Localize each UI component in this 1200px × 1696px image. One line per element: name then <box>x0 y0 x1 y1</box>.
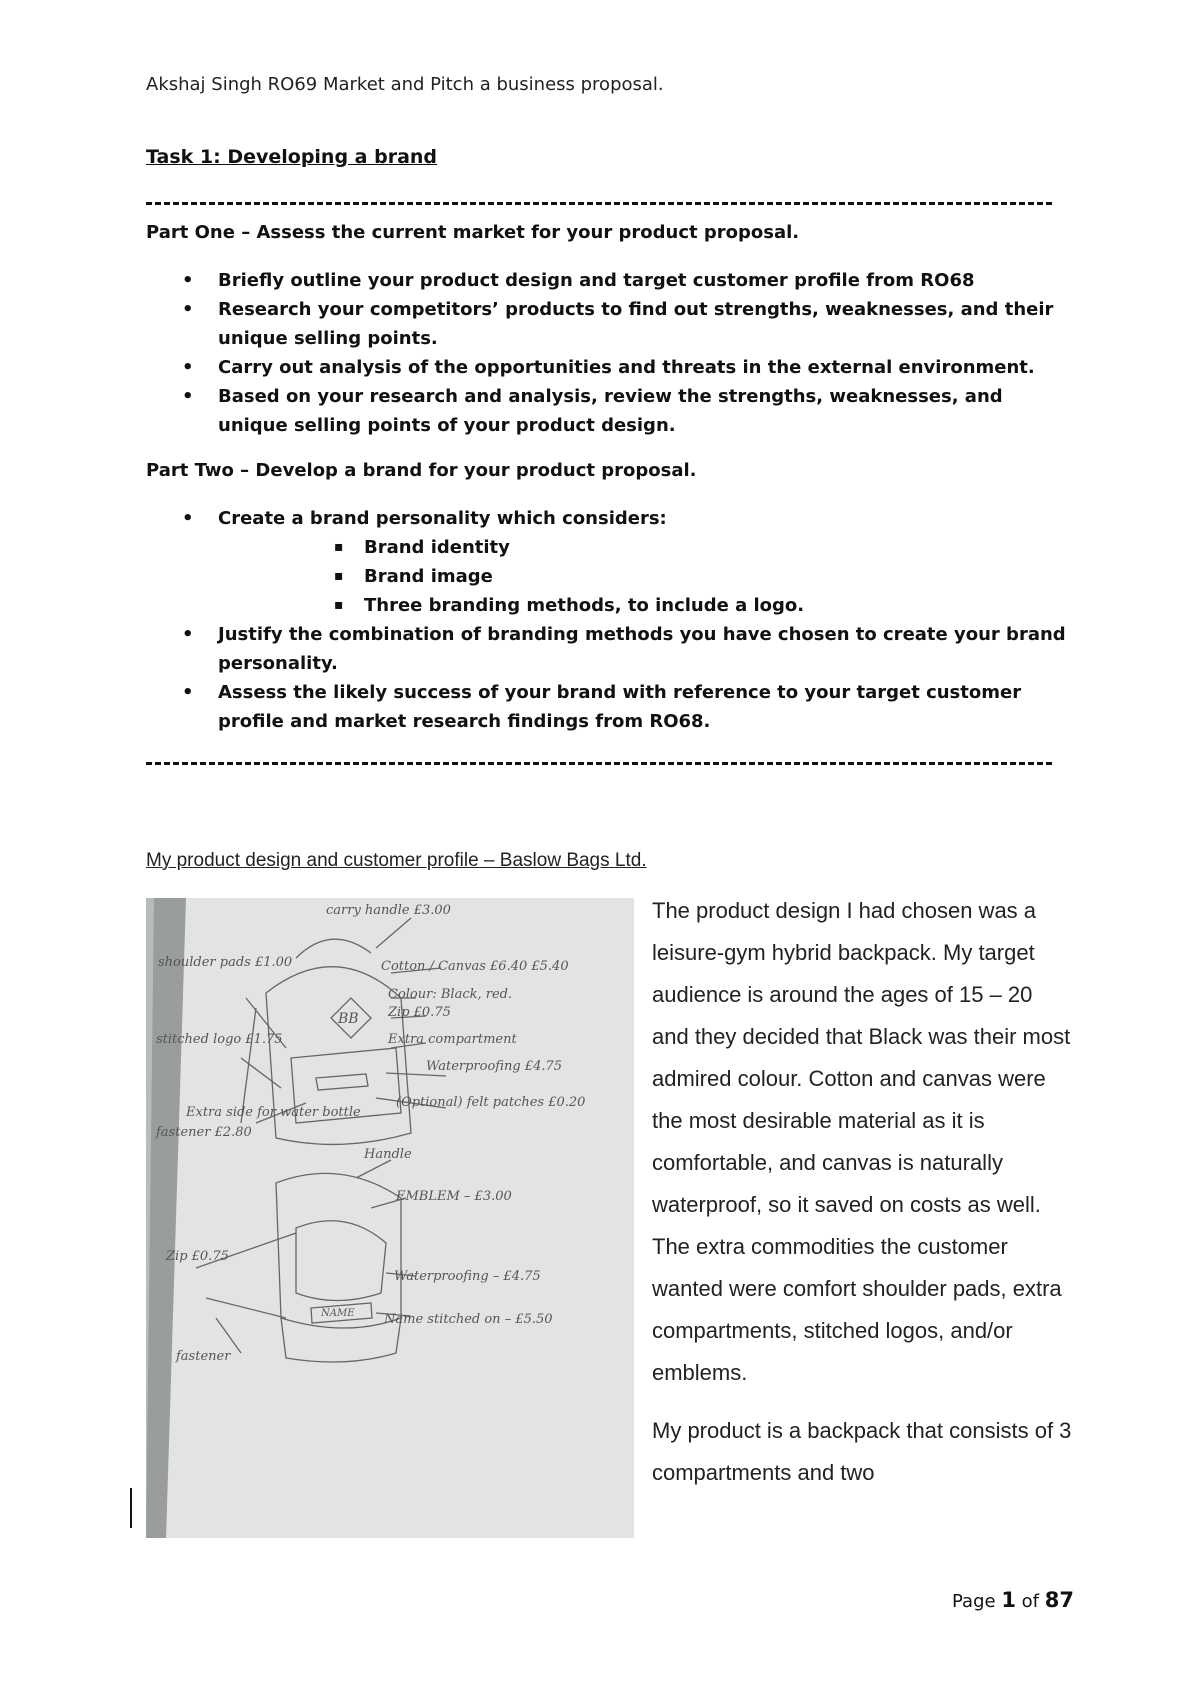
part-one-title: Part One – Assess the current market for your product proposal. <box>146 222 800 243</box>
sketch-note-cotton-canvas: Cotton / Canvas £6.40 £5.40 <box>381 959 569 974</box>
list-item: • Briefly outline your product design and target customer profile from RO68 <box>146 266 1068 295</box>
sketch-note-zip-2: Zip £0.75 <box>166 1249 229 1264</box>
sketch-note-stitched-logo: stitched logo £1.75 <box>156 1032 283 1047</box>
part-two-title: Part Two – Develop a brand for your product proposal. <box>146 460 697 481</box>
sketch-note-fastener: fastener £2.80 <box>156 1125 252 1140</box>
sketch-logo-bb: BB <box>338 1011 359 1027</box>
list-item: • Create a brand personality which considers: <box>146 504 1068 533</box>
of-label: of <box>1021 1591 1040 1612</box>
sketch-note-waterproofing-2: Waterproofing – £4.75 <box>394 1269 541 1284</box>
sketch-note-emblem: EMBLEM – £3.00 <box>396 1189 512 1204</box>
page-label: Page <box>952 1591 996 1612</box>
dashed-divider <box>146 762 1052 765</box>
backpack-sketch-photo <box>146 898 634 1538</box>
sketch-note-waterproofing: Waterproofing £4.75 <box>426 1059 563 1074</box>
sub-list-item: ▪ Brand identity <box>146 533 1068 562</box>
dashed-divider <box>146 202 1052 205</box>
sketch-note-name-patch: NAME <box>321 1308 355 1319</box>
list-item: • Based on your research and analysis, review the strengths, weaknesses, and unique selling points of your product design. <box>146 382 1068 440</box>
list-item: • Carry out analysis of the opportunities and threats in the external environment. <box>146 353 1068 382</box>
part-two-bullets <box>146 504 1068 736</box>
part-one-bullets <box>146 266 1068 440</box>
sketch-note-carry-handle: carry handle £3.00 <box>326 903 451 918</box>
sketch-note-extra-compartment: Extra compartment <box>388 1032 517 1047</box>
section-title: My product design and customer profile – Baslow Bags Ltd. <box>146 850 647 871</box>
product-description <box>652 890 1072 1510</box>
page-total: 87 <box>1044 1588 1074 1612</box>
sub-list-item: ▪ Three branding methods, to include a logo. <box>146 591 1068 620</box>
sketch-note-extra-side: Extra side for water bottle <box>186 1105 361 1120</box>
sketch-note-zip: Zip £0.75 <box>388 1005 451 1020</box>
paragraph: My product is a backpack that consists of 3 compartments and two <box>652 1418 1072 1485</box>
sketch-note-shoulder-pads: shoulder pads £1.00 <box>158 955 293 970</box>
list-item: • Justify the combination of branding methods you have chosen to create your brand personality. <box>146 620 1068 678</box>
sketch-note-handle: Handle <box>364 1147 412 1162</box>
page-header: Akshaj Singh RO69 Market and Pitch a business proposal. <box>146 74 664 95</box>
sketch-note-name-stitched: Name stitched on – £5.50 <box>384 1312 553 1327</box>
page-footer <box>952 1588 1074 1612</box>
text-cursor <box>130 1488 132 1528</box>
sketch-note-colour: Colour: Black, red. <box>388 987 513 1002</box>
sketch-note-fastener-2: fastener <box>176 1349 231 1364</box>
sub-list-item: ▪ Brand image <box>146 562 1068 591</box>
list-item: • Research your competitors’ products to find out strengths, weaknesses, and their unique selling points. <box>146 295 1068 353</box>
list-item: • Assess the likely success of your brand with reference to your target customer profile and market research findings from RO68. <box>146 678 1068 736</box>
task-title: Task 1: Developing a brand <box>146 146 438 168</box>
page-number: 1 <box>1001 1588 1016 1612</box>
paragraph: The product design I had chosen was a leisure-gym hybrid backpack. My target audience is around the ages of 15 – 20 and they decided that Black was their most admired colour. Cotton and canvas were the most desirable material as it is comfortable, and canvas is naturally waterproof, so it saved on costs as well. The extra commodities the customer wanted were comfort shoulder pads, extra compartments, stitched logos, and/or emblems. <box>652 898 1071 1385</box>
sketch-note-optional-patches: (Optional) felt patches £0.20 <box>396 1095 586 1110</box>
